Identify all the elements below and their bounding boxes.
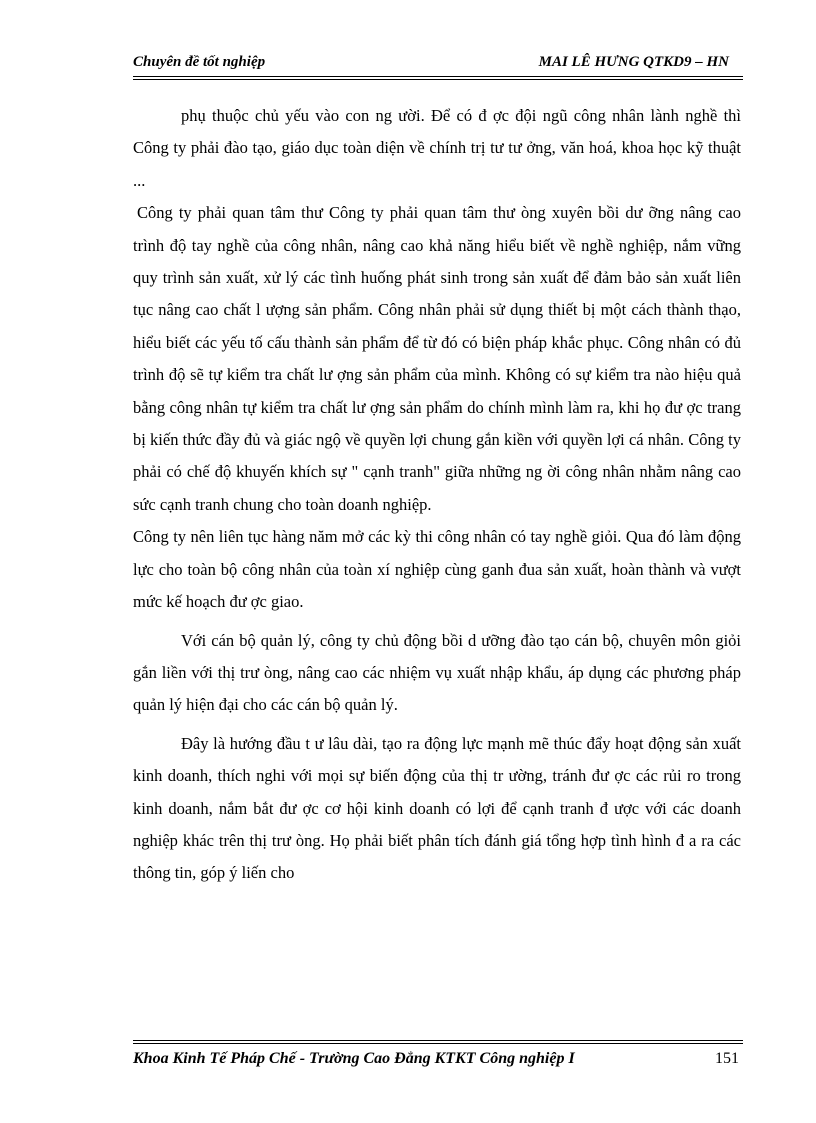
body-text xyxy=(133,100,741,890)
page-footer xyxy=(133,1040,743,1080)
footer-institution: Khoa Kinh Tế Pháp Chế - Trường Cao Đẳng KTKT Công nghiệp I xyxy=(133,1050,575,1067)
header-divider-secondary xyxy=(133,79,743,80)
paragraph-3: Công ty nên liên tục hàng năm mở các kỳ thi công nhân có tay nghề giỏi. Qua đó làm động lực cho toàn bộ công nhân của toàn xí nghiệp cùng ganh đua sản xuất, hoàn thành và vượt mức kế hoạch đư ợc giao. xyxy=(133,527,741,612)
paragraph-5: Đây là hướng đầu t ư lâu dài, tạo ra động lực mạnh mẽ thúc đẩy hoạt động sản xuất kinh doanh, thích nghi với mọi sự biến động của thị tr ường, tránh đư ợc các rủi ro trong kinh doanh, nắm bắt đư ợc cơ hội kinh doanh có lợi để cạnh tranh đ ược với các doanh nghiệp khác trên thị trư òng. Họ phải biết phân tích đánh giá tổng hợp tình hình đ a ra các thông tin, góp ý liến cho xyxy=(133,733,741,883)
header-author: MAI LÊ HƯNG QTKD9 – HN xyxy=(538,54,729,70)
footer-divider-secondary xyxy=(133,1043,743,1044)
page-number: 151 xyxy=(715,1050,739,1067)
footer-divider xyxy=(133,1040,743,1041)
paragraph-4: Với cán bộ quản lý, công ty chủ động bồi d ưỡng đào tạo cán bộ, chuyên môn giỏi gắn liền với thị trư òng, nâng cao các nhiệm vụ xuất nhập khẩu, áp dụng các phương pháp quản lý hiện đại cho các cán bộ quản lý. xyxy=(133,630,741,715)
header-divider xyxy=(133,76,743,77)
page-header xyxy=(133,50,743,80)
paragraph-2: Công ty phải quan tâm thư Công ty phải quan tâm thư òng xuyên bồi dư ỡng nâng cao trình độ tay nghề của công nhân, nâng cao khả năng hiểu biết về nghề nghiệp, nắm vững quy trình sản xuất, xử lý các tình huống phát sinh trong sản xuất để đảm bảo sản xuất liên tục nâng cao chất l ượng sản phẩm. Công nhân phải sử dụng thiết bị một cách thành thạo, hiểu biết các yếu tố cấu thành sản phẩm để từ đó có biện pháp khắc phục. Công nhân có đủ trình độ sẽ tự kiểm tra chất lư ợng sản phẩm của mình. Không có sự kiểm tra nào hiệu quả bằng công nhân tự kiểm tra chất lư ợng sản phẩm do chính mình làm ra, khi họ đư ợc trang bị kiến thức đầy đủ và giác ngộ về quyền lợi chung gắn kiền với quyền lợi cá nhân. Công ty phải có chế độ khuyến khích sự " cạnh tranh" giữa những ng ời công nhân nhằm nâng cao sức cạnh tranh chung cho toàn doanh nghiệp. xyxy=(133,203,741,514)
paragraph-1: phụ thuộc chủ yếu vào con ng ười. Để có đ ợc đội ngũ công nhân lành nghề thì Công ty phải đào tạo, giáo dục toàn diện về chính trị tư tư ởng, văn hoá, khoa học kỹ thuật ... xyxy=(133,106,741,190)
header-title: Chuyên đề tốt nghiệp xyxy=(133,54,266,70)
